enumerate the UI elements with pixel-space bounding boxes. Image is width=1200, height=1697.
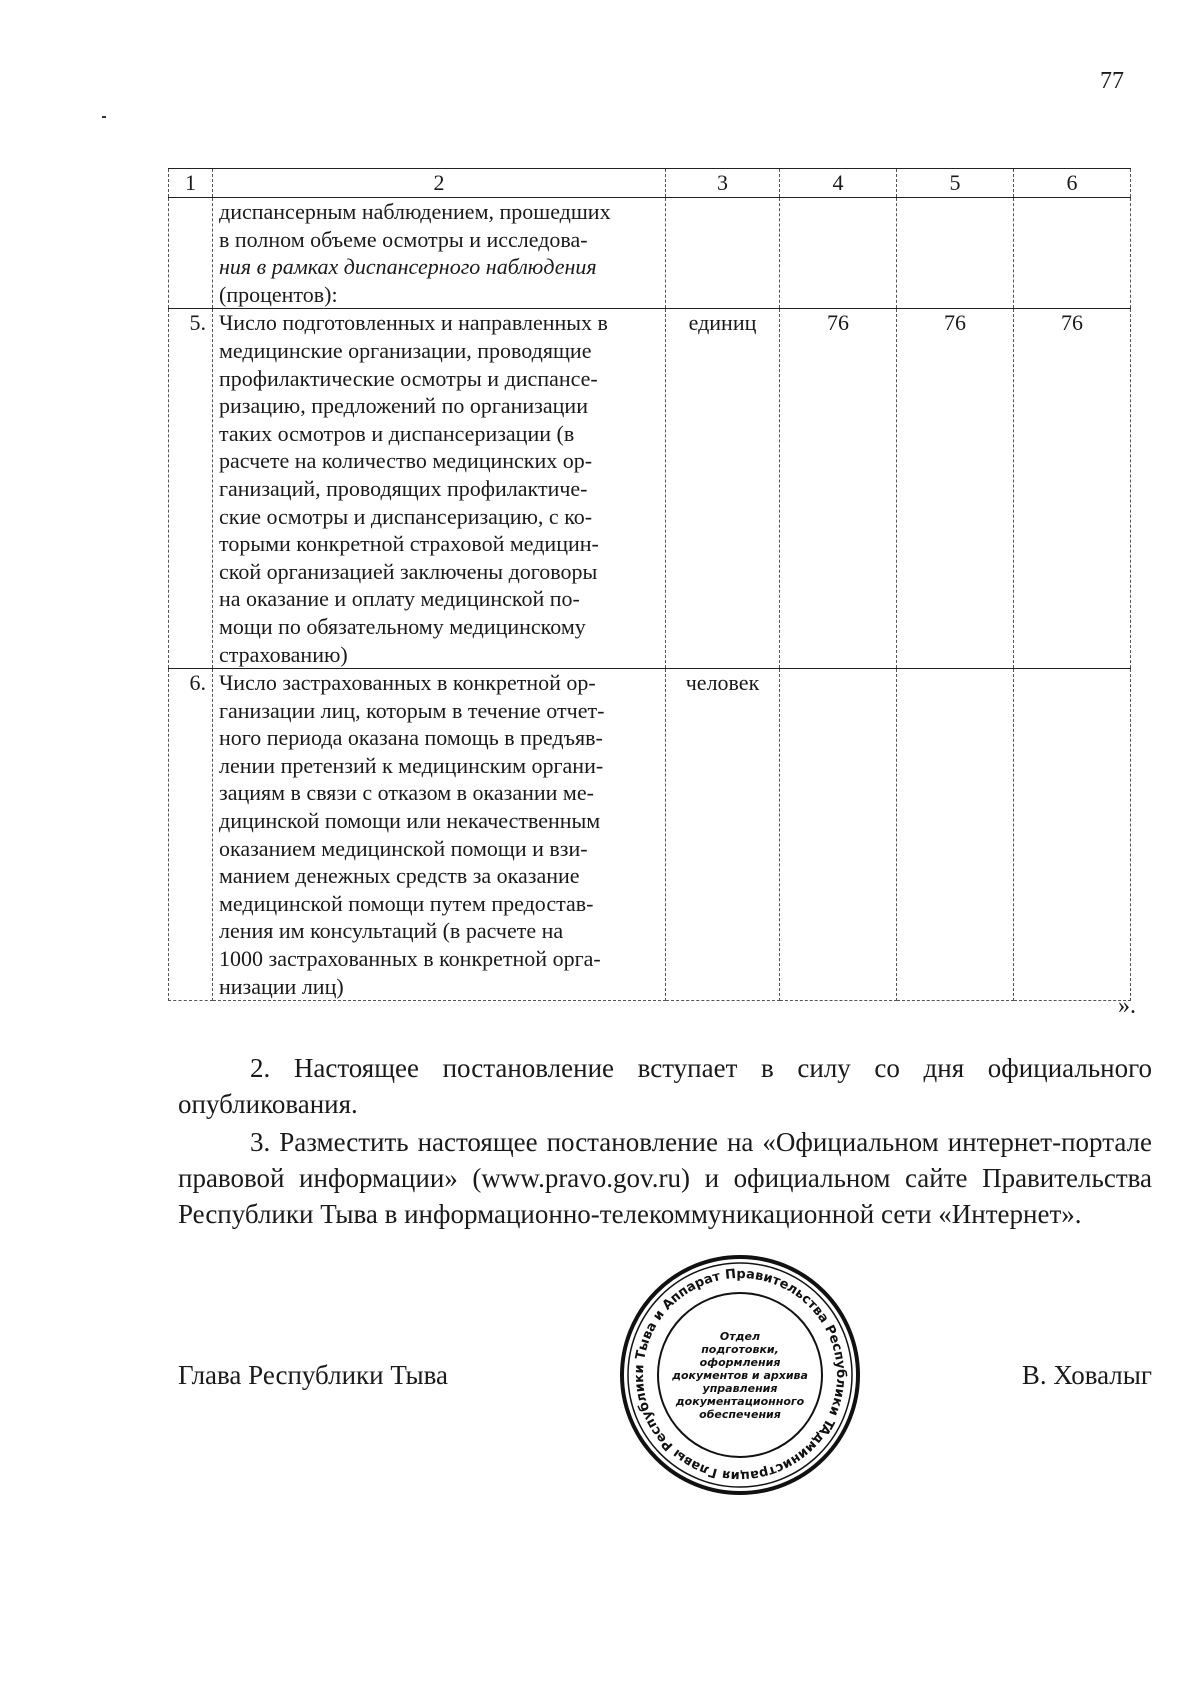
table-header-row <box>169 169 1131 198</box>
table-row <box>169 669 1131 1001</box>
row-unit <box>666 198 780 309</box>
description-line: Число застрахованных в конкретной ор- <box>219 670 596 696</box>
description-line: торыми конкретной страховой медицин- <box>219 531 599 557</box>
description-line: мощи по обязательному медицинскому <box>219 613 586 639</box>
seal-center-line: оформления <box>699 1356 781 1369</box>
description-line: зациям в связи с отказом в оказании ме- <box>219 780 594 806</box>
official-seal <box>615 1250 865 1500</box>
paragraph-publication: 3. Разместить настоящее постановление на «Официальном интернет-портале правовой информации» (www.pravo.gov.ru) и официальном сайте Правительства Республики Тыва в информационно-телекоммуникационной сети «Интернет». <box>178 1127 1152 1229</box>
seal-center-line: подготовки, <box>701 1343 779 1356</box>
seal-center-line: Отдел <box>719 1330 761 1343</box>
row-value-col6 <box>1014 669 1131 1001</box>
row-value-col4: 76 <box>780 309 897 669</box>
description-line: ного периода оказана помощь в предъяв- <box>219 725 603 751</box>
description-line: в полном объеме осмотры и исследова- <box>219 226 588 252</box>
row-value-col5: 76 <box>897 309 1014 669</box>
row-value-col6: 76 <box>1014 309 1131 669</box>
seal-center-line: документационного <box>675 1395 805 1408</box>
description-line: ризацию, предложений по организации <box>219 393 588 419</box>
row-value-col6 <box>1014 198 1131 309</box>
indicators-table <box>168 168 1131 1001</box>
description-line: профилактические осмотры и диспансе- <box>219 365 598 391</box>
row-unit: человек <box>666 669 780 1001</box>
signer-name: В. Ховалыг <box>1021 1360 1152 1390</box>
description-line: лении претензий к медицинским органи- <box>219 752 604 778</box>
signer-title: Глава Республики Тыва <box>178 1360 449 1390</box>
description-line: медицинской помощи путем предостав- <box>219 890 594 916</box>
paragraph-entry-into-force: 2. Настоящее постановление вступает в силу со дня официального опубликования. <box>178 1053 1152 1119</box>
description-line: на оказание и оплату медицинской по- <box>219 586 580 612</box>
row-unit: единиц <box>666 309 780 669</box>
seal-center-line: управления <box>702 1382 778 1395</box>
description-line: диспансерным наблюдением, прошедших <box>219 199 611 224</box>
row-description <box>213 198 666 309</box>
description-line: медицинские организации, проводящие <box>219 337 592 363</box>
row-number <box>169 198 213 309</box>
row-value-col5 <box>897 198 1014 309</box>
header-cell: 3 <box>666 169 780 198</box>
description-line: ганизаций, проводящих профилактиче- <box>219 475 588 501</box>
description-line: ские осмотры и диспансеризацию, с ко- <box>219 503 593 529</box>
scan-artifact <box>102 116 106 118</box>
table-row <box>169 309 1131 669</box>
description-line: ской организацией заключены договоры <box>219 558 598 584</box>
header-cell: 1 <box>169 169 213 198</box>
header-cell: 4 <box>780 169 897 198</box>
description-line: низации лиц) <box>219 973 344 999</box>
seal-center-line: документов и архива <box>672 1369 808 1382</box>
row-value-col4 <box>780 669 897 1001</box>
header-cell: 5 <box>897 169 1014 198</box>
description-line: дицинской помощи или некачественным <box>219 808 601 834</box>
row-number: 6. <box>169 669 213 1001</box>
description-line: ганизации лиц, которым в течение отчет- <box>219 697 605 723</box>
description-line: (процентов): <box>219 281 338 307</box>
description-line: 1000 застрахованных в конкретной орга- <box>219 946 601 972</box>
row-description <box>213 309 666 669</box>
seal-center-line: обеспечения <box>699 1408 781 1421</box>
description-line: страхованию) <box>219 641 348 667</box>
row-number: 5. <box>169 309 213 669</box>
description-line: таких осмотров и диспансеризации (в <box>219 420 575 446</box>
seal-ring-text: Администрация Главы Республики Тыва и Аппарат Правительства Республики Тыва <box>631 1266 849 1484</box>
description-line: Число подготовленных и направленных в <box>219 310 608 336</box>
closing-quote-mark: ». <box>1118 993 1136 1019</box>
description-line: манием денежных средств за оказание <box>219 863 580 889</box>
description-line: расчете на количество медицинских ор- <box>219 448 593 474</box>
description-line: ления им консультаций (в расчете на <box>219 918 564 944</box>
row-value-col5 <box>897 669 1014 1001</box>
table-row <box>169 198 1131 309</box>
row-value-col4 <box>780 198 897 309</box>
description-line: оказанием медицинской помощи и взи- <box>219 835 588 861</box>
row-description <box>213 669 666 1001</box>
page-number: 77 <box>1100 68 1124 94</box>
header-cell: 6 <box>1014 169 1131 198</box>
header-cell: 2 <box>213 169 666 198</box>
description-line: ния в рамках диспансерного наблюдения <box>219 254 597 280</box>
